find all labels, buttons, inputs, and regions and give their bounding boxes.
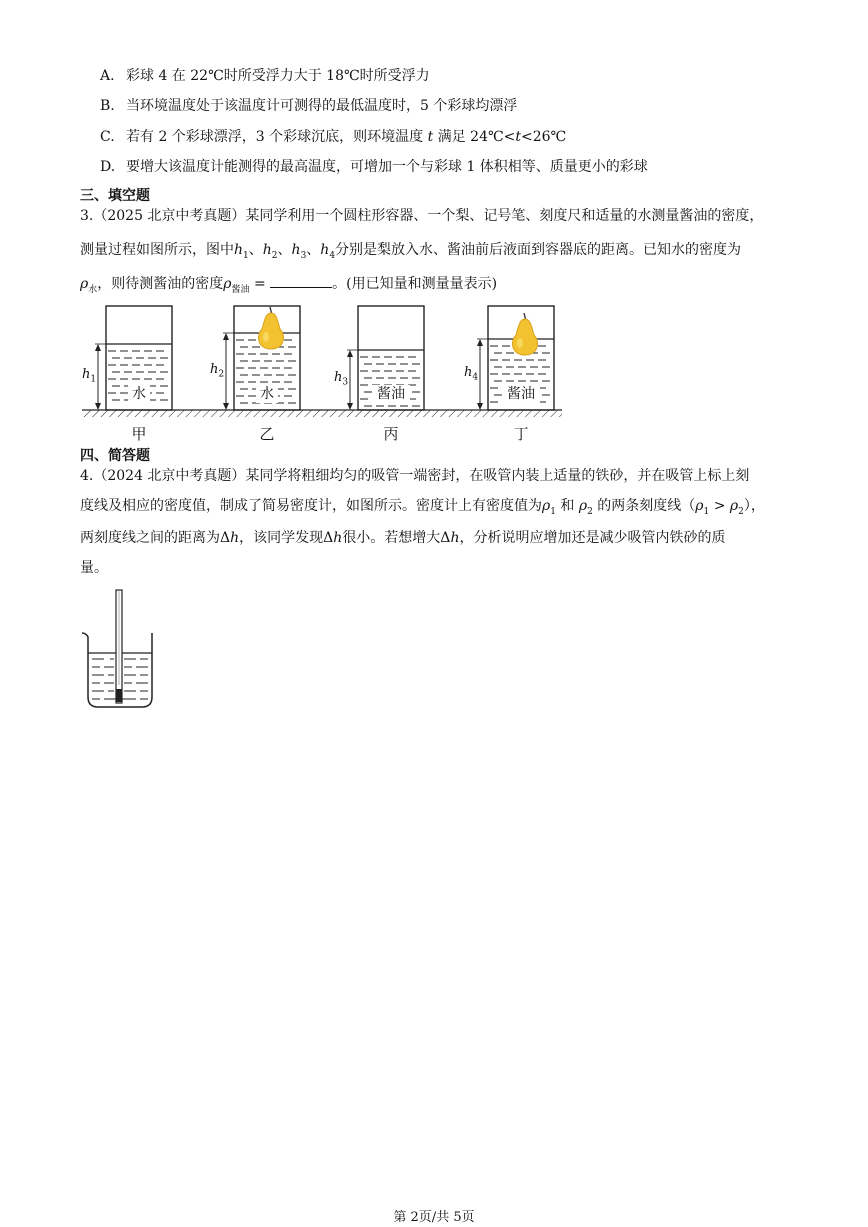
sep: 、 xyxy=(277,242,292,258)
liquid-label: 酱油 xyxy=(507,386,535,402)
sub: 1 xyxy=(550,506,556,517)
var-h: h xyxy=(230,530,240,546)
q3-text: 分别是梨放入水、酱油前后液面到容器底的距离。已知水的密度为 xyxy=(335,242,742,258)
q3-line1: 3.（2025 北京中考真题）某同学利用一个圆柱形容器、一个梨、记号笔、刻度尺和适量的水测量酱油的密度， xyxy=(80,208,764,224)
sub: 2 xyxy=(271,250,278,261)
option-text: 当环境温度处于该温度计可测得的最低温度时，5 个彩球均漂浮 xyxy=(126,98,518,114)
sub: 1 xyxy=(90,374,97,385)
var-rho: ρ xyxy=(542,498,551,514)
var-h: h xyxy=(450,530,460,546)
var-h: h xyxy=(320,242,330,258)
q3-text: 。(用已知量和测量量表示) xyxy=(332,276,498,292)
sub: 水 xyxy=(88,284,98,295)
var-h: h xyxy=(82,367,91,382)
var-t: t xyxy=(427,129,434,145)
q3-text: ，则待测酱油的密度 xyxy=(97,276,224,292)
option-label: A. xyxy=(100,68,115,84)
ground-hatch xyxy=(82,410,562,417)
q4-line1: 4.（2024 北京中考真题）某同学将粗细均匀的吸管一端密封，在吸管内装上适量的铁砂，并在吸管上标上刻 xyxy=(80,468,750,484)
option-text: <26℃ xyxy=(521,129,567,145)
height-label xyxy=(334,368,348,393)
q4-text: ，分析说明应增加还是减少吸管内铁砂的质 xyxy=(459,530,726,546)
sub: 1 xyxy=(703,506,710,517)
var-rho: ρ xyxy=(223,276,232,292)
pear-icon xyxy=(513,313,538,355)
q4-text: 很小。若想增大Δ xyxy=(342,530,451,546)
sub: 4 xyxy=(472,372,479,383)
var-h: h xyxy=(234,242,244,258)
q4-text: 和 xyxy=(555,498,579,514)
container-label: 甲 xyxy=(131,425,147,443)
container-label: 乙 xyxy=(259,425,275,443)
q4-line3 xyxy=(80,528,725,548)
q4-text: ，该同学发现Δ xyxy=(239,530,334,546)
container-label: 丁 xyxy=(513,425,529,443)
sub: 1 xyxy=(243,250,249,261)
var-rho: ρ xyxy=(80,276,89,292)
var-t: t xyxy=(515,129,522,145)
var-rho: ρ xyxy=(729,498,739,514)
liquid-label: 水 xyxy=(260,386,274,402)
sep: 、 xyxy=(306,242,321,258)
sub: 2 xyxy=(738,506,744,517)
sub: 3 xyxy=(342,377,349,388)
option-text: 彩球 4 在 22℃时所受浮力大于 18℃时所受浮力 xyxy=(126,68,430,84)
sub: 2 xyxy=(218,369,225,380)
option-label: B. xyxy=(100,98,115,114)
var-h: h xyxy=(333,530,343,546)
var-rho: ρ xyxy=(578,498,588,514)
equals: = xyxy=(249,276,271,292)
q4-line4: 量。 xyxy=(80,560,108,576)
liquid-label: 水 xyxy=(132,386,146,402)
var-h: h xyxy=(334,370,343,385)
q3-text: 测量过程如图所示，图中 xyxy=(80,242,234,258)
var-rho: ρ xyxy=(695,498,704,514)
q4-text: > xyxy=(709,498,730,514)
height-label xyxy=(210,360,224,385)
sub: 3 xyxy=(300,250,307,261)
var-h: h xyxy=(464,364,473,380)
height-label xyxy=(464,363,478,388)
option-text: 满足 24℃< xyxy=(433,129,516,145)
var-h: h xyxy=(210,361,219,377)
liquid-label: 酱油 xyxy=(377,386,405,402)
q4-text: 的两条刻度线（ xyxy=(592,498,696,514)
sub: 4 xyxy=(329,250,336,261)
q4-text: 两刻度线之间的距离为Δ xyxy=(80,530,231,546)
section-heading-4: 四、简答题 xyxy=(80,448,150,464)
option-text: 若有 2 个彩球漂浮，3 个彩球沉底，则环境温度 xyxy=(126,129,428,145)
q4-line2 xyxy=(80,496,765,522)
container-label: 丙 xyxy=(383,425,399,443)
option-label: D. xyxy=(100,159,116,175)
iron-sand xyxy=(117,689,122,702)
page-footer: 第 2页/共 5页 xyxy=(393,1210,475,1225)
var-h: h xyxy=(262,242,272,258)
height-label xyxy=(82,365,96,390)
figure-densimeter xyxy=(70,585,180,720)
q4-text: 度线及相应的密度值，制成了简易密度计，如图所示。密度计上有密度值为 xyxy=(80,498,542,514)
sub: 2 xyxy=(587,506,593,517)
option-text: 要增大该温度计能测得的最高温度，可增加一个与彩球 1 体积相等、质量更小的彩球 xyxy=(126,159,648,175)
sep: 、 xyxy=(248,242,263,258)
option-label: C. xyxy=(100,129,115,145)
pear-icon xyxy=(259,307,284,349)
sub: 酱油 xyxy=(231,284,250,295)
var-h: h xyxy=(291,242,301,258)
section-heading-3: 三、填空题 xyxy=(80,188,150,204)
q4-text: ）， xyxy=(743,498,765,514)
